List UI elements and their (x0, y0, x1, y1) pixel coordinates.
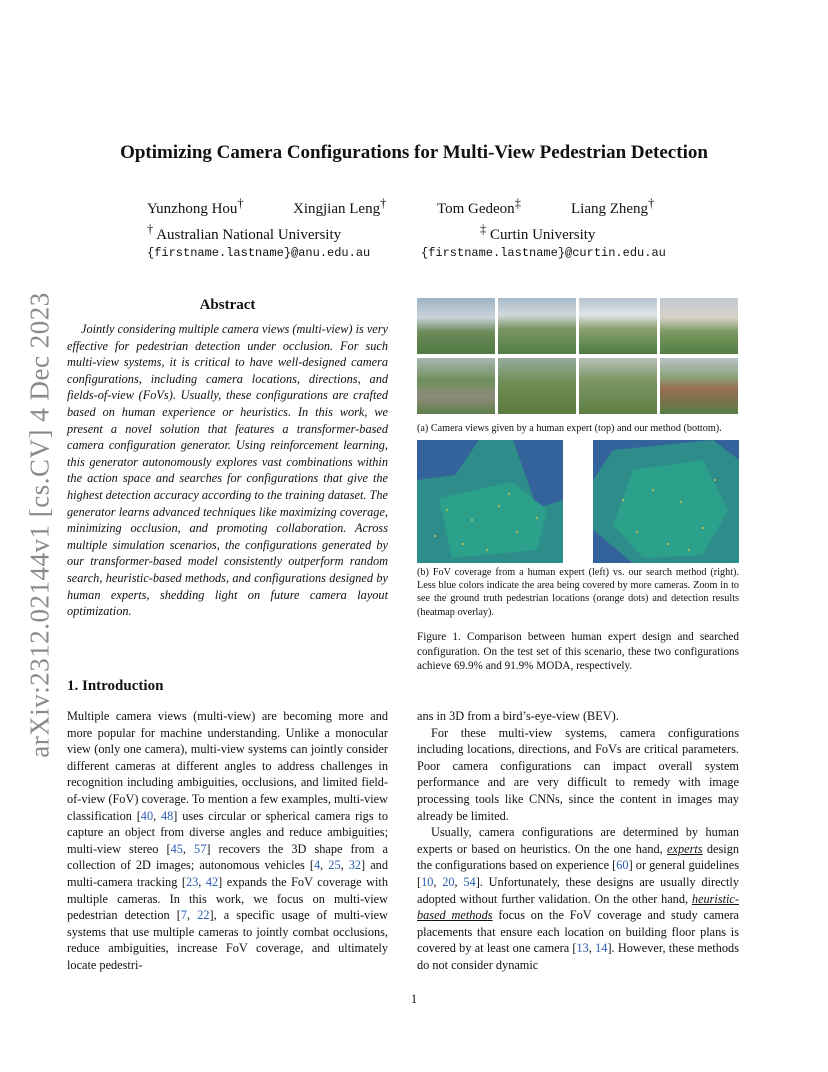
author-mark: † (380, 196, 387, 210)
author-mark: ‡ (514, 196, 521, 210)
figure-caption-b: (b) FoV coverage from a human expert (left) vs. our search method (right). Less blue colors indicate the area being covered by more cameras. Zoom in to see the ground truth pedestrian locations (orange dots) and detection results (heatmap overlay). (417, 567, 739, 618)
author (293, 196, 386, 218)
affiliation-mark: ‡ (480, 222, 487, 236)
text-run: ] or general guidelines [ (417, 858, 739, 889)
citation-link[interactable]: 10 (421, 874, 434, 889)
citation-link[interactable]: 54 (463, 874, 476, 889)
camera-view-image (498, 358, 576, 414)
camera-view-image (660, 298, 738, 354)
camera-view-image (579, 298, 657, 354)
citation-link[interactable]: 14 (595, 941, 608, 956)
text-run: ]. Unfortunately, these designs are usually directly adopted without further validation. On the other hand, (417, 874, 739, 906)
figure-1-caption: Figure 1. Comparison between human expert design and searched configuration. On the test set of this scenario, these two configurations achieve 69.9% and 91.9% MODA, respectively. (417, 631, 739, 673)
text-run: Usually, camera configurations are determined by human experts or based on heuristics. On the one hand, (417, 825, 739, 856)
emphasis-heuristic: heuristic-based methods (417, 891, 739, 923)
page-number: 1 (410, 992, 418, 1006)
text-run: design the configurations based on experience [ (417, 841, 740, 873)
text-run: , (340, 858, 349, 873)
citation-link[interactable]: 60 (616, 858, 629, 873)
affiliation-curtin (480, 222, 595, 244)
text-run: , (187, 908, 198, 923)
text-run: , (320, 858, 329, 873)
intro-left-column (67, 708, 388, 974)
emphasis-experts: experts (667, 841, 703, 856)
citation-link[interactable]: 45 (170, 841, 183, 856)
text-run: , (588, 941, 596, 956)
expert-coverage-heatmap (417, 440, 563, 563)
citation-link[interactable]: 57 (194, 841, 207, 856)
author (571, 196, 654, 218)
intro-right-column (417, 708, 739, 974)
affiliation-anu (147, 222, 341, 244)
citation-link[interactable]: 4 (313, 858, 321, 873)
email-anu: {firstname.lastname}@anu.edu.au (147, 246, 371, 260)
author-name: Tom Gedeon (437, 201, 515, 217)
camera-view-image (660, 358, 738, 414)
text-run: ] uses circular or spherical camera rigs to capture an object from diverse angles and reduce ambiguities; multi-view stereo [ (67, 808, 389, 856)
camera-view-image (579, 358, 657, 414)
citation-link[interactable]: 7 (180, 908, 188, 923)
abstract-heading: Abstract (199, 297, 256, 313)
abstract-text: Jointly considering multiple camera views (multi-view) is very effective for pedestrian detection under occlusion. For such multi-view systems, it is critical to have well-designed camera configurations, including camera locations, directions, and fields-of-view (FoVs). Usually, these configurations are crafted based on human experience or heuristics. In this work, we present a novel solution that features a transformer-based camera configuration generator. Using reinforcement learning, this generator autonomously explores vast combinations within the action space and searches for configurations that give the highest detection accuracy according to the training dataset. The generator learns advanced techniques like maximizing coverage, minimizing occlusion, and promoting collaboration. Across multiple simulation scenarios, the configurations generated by our transformer-based model consistently outperform random search, heuristic-based methods, and configurations designed by human experts, shedding light on future camera layout optimization. (67, 322, 389, 619)
text-run: ], a specific usage of multi-view systems that use multiple cameras to jointly combat occlusions, reduce ambiguities, increase FoV coverage, and ultimately locate pedestri- (67, 908, 388, 972)
citation-link[interactable]: 20 (442, 874, 455, 889)
text-run: , (454, 874, 464, 889)
author (147, 196, 244, 218)
author-name: Liang Zheng (571, 201, 649, 217)
text-run: , (433, 874, 443, 889)
camera-view-image (498, 298, 576, 354)
text-run: ] expands the FoV coverage with multiple cameras. In this work, we focus on multi-view pedestrian detection [ (67, 874, 388, 923)
paragraph: ans in 3D from a bird’s-eye-view (BEV). (417, 709, 619, 723)
arxiv-id: arXiv:2312.02144v1 [cs.CV] 4 Dec 2023 (24, 292, 55, 758)
text-run: , (198, 874, 206, 889)
text-run: ]. However, these methods do not consider dynamic (417, 941, 739, 972)
citation-link[interactable]: 42 (205, 874, 219, 889)
text-run: ] and multi-camera tracking [ (67, 858, 388, 889)
paper-title: Optimizing Camera Configurations for Multi-View Pedestrian Detection (120, 142, 708, 163)
text-run: ] recovers the 3D shape from a collection of 2D images; autonomous vehicles [ (67, 841, 388, 873)
affiliation-mark: † (147, 222, 154, 236)
searched-camera-views (417, 358, 739, 414)
author-mark: † (648, 196, 655, 210)
citation-link[interactable]: 22 (197, 908, 210, 923)
author (437, 196, 521, 218)
text-run: Multiple camera views (multi-view) are becoming more and more popular for machine understanding. Unlike a monocular view (only one camera), multi-view systems can jointly consider different cameras at different angles to address challenges in recognition including ambiguities, occlusions, and limited field-of-view (FoV) coverage. To mention a few examples, multi-view classification [ (67, 709, 388, 823)
email-curtin: {firstname.lastname}@curtin.edu.au (421, 246, 666, 260)
author-name: Xingjian Leng (293, 201, 381, 217)
text-run: , (153, 808, 161, 823)
text-run: , (182, 841, 195, 856)
citation-link[interactable]: 48 (161, 808, 174, 823)
arxiv-stamp (20, 290, 60, 760)
expert-camera-views (417, 298, 739, 354)
searched-coverage-heatmap (593, 440, 739, 563)
citation-link[interactable]: 25 (328, 858, 341, 873)
section-heading: 1. Introduction (67, 678, 164, 694)
paragraph: For these multi-view systems, camera configurations including locations, directions, and FoVs are critical parameters. Poor camera configurations can impact overall system performance and are very difficult to remedy with image processing tools like CNNs, since the content in images may already be limited. (417, 725, 739, 823)
affiliation-name: Australian National University (156, 227, 342, 243)
citation-link[interactable]: 23 (185, 874, 199, 889)
citation-link[interactable]: 40 (140, 808, 154, 823)
text-run: focus on the FoV coverage and study camera placements that ensure each location on building floor plans is covered by at least one camera [ (417, 908, 740, 956)
camera-view-image (417, 358, 495, 414)
citation-link[interactable]: 32 (348, 858, 362, 873)
citation-link[interactable]: 13 (576, 941, 589, 956)
paragraph (417, 824, 739, 973)
author-name: Yunzhong Hou (147, 201, 238, 217)
camera-view-image (417, 298, 495, 354)
affiliation-name: Curtin University (490, 227, 596, 243)
figure-caption-a: (a) Camera views given by a human expert (top) and our method (bottom). (417, 423, 722, 434)
author-mark: † (237, 196, 244, 210)
